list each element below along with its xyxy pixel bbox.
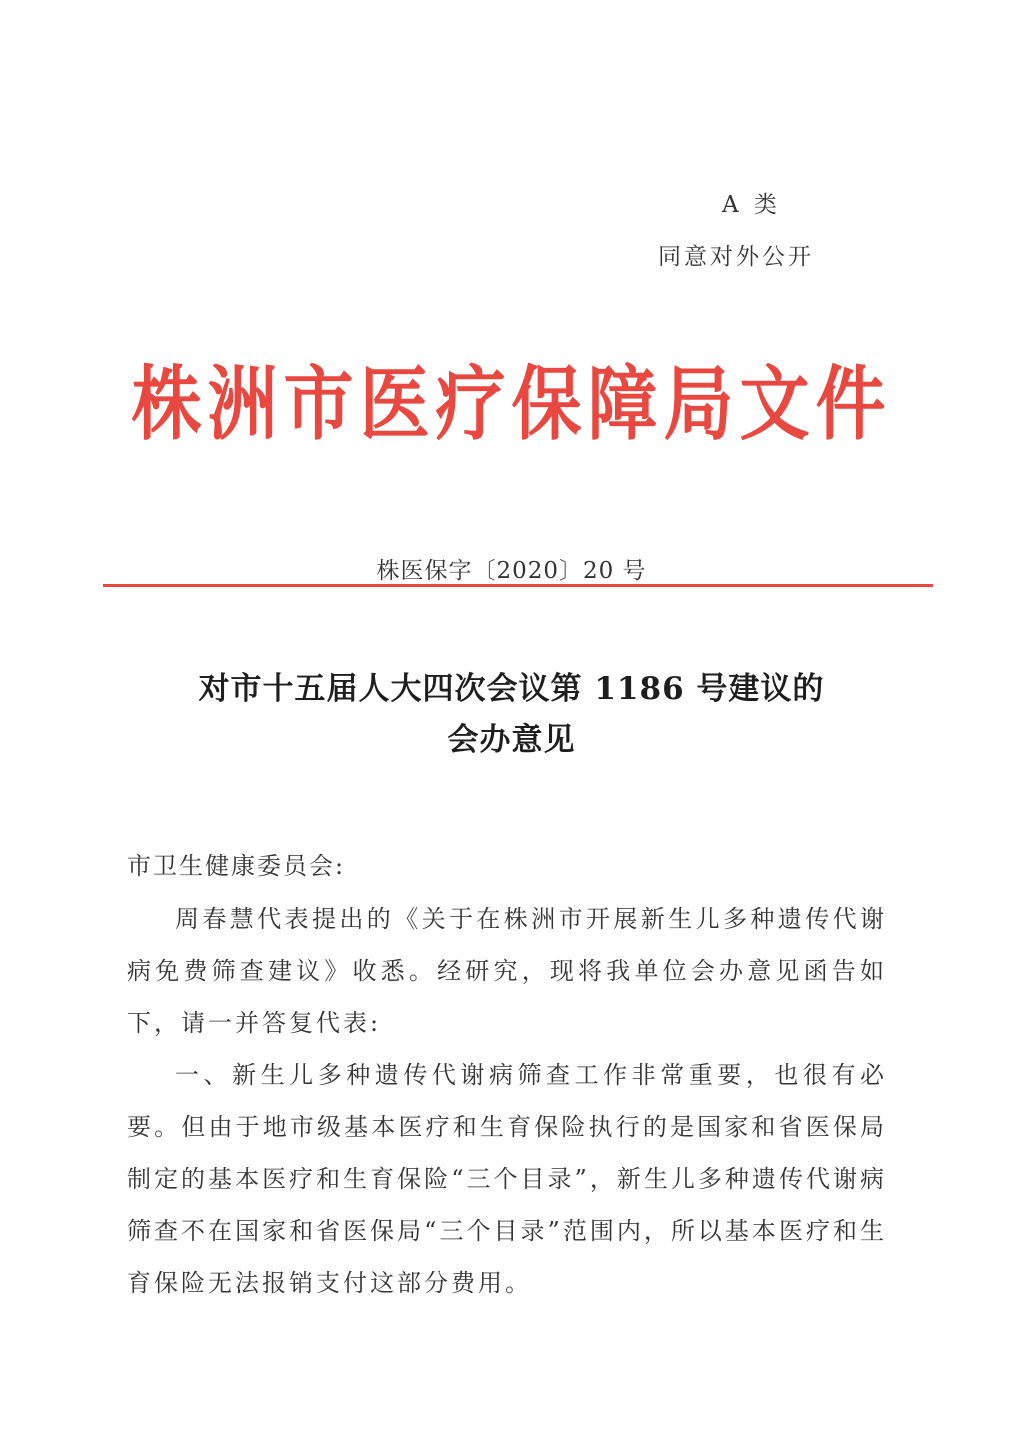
body-paragraph: 周春慧代表提出的《关于在株洲市开展新生儿多种遗传代谢病免费筛查建议》收悉。经研究，现将我单位会办意见函告如下，请一并答复代表: (127, 905, 887, 1037)
disclosure-label: 同意对外公开 (658, 244, 814, 270)
body-paragraph: 一、新生儿多种遗传代谢病筛查工作非常重要，也很有必要。但由于地市级基本医疗和生育保险执行的是国家和省医保局制定的基本医疗和生育保险“三个目录”，新生儿多种遗传代谢病筛查不在国家和省医保局“三个目录”范围内，所以基本医疗和生育保险无法报销支付这部分费用。 (127, 1061, 887, 1297)
document-title-line1: 对市十五届人大四次会议第 1186 号建议的 (198, 671, 825, 707)
masthead-title: 株洲市医疗保障局文件 (131, 357, 892, 452)
salutation: 市卫生健康委员会: (127, 852, 346, 880)
classification-label: A 类 (722, 192, 781, 218)
document-title (0, 664, 1023, 766)
document-body (127, 893, 887, 1309)
document-number: 株医保字〔2020〕20 号 (376, 558, 647, 584)
document-title-line2: 会办意见 (447, 722, 576, 758)
red-divider (103, 584, 933, 587)
